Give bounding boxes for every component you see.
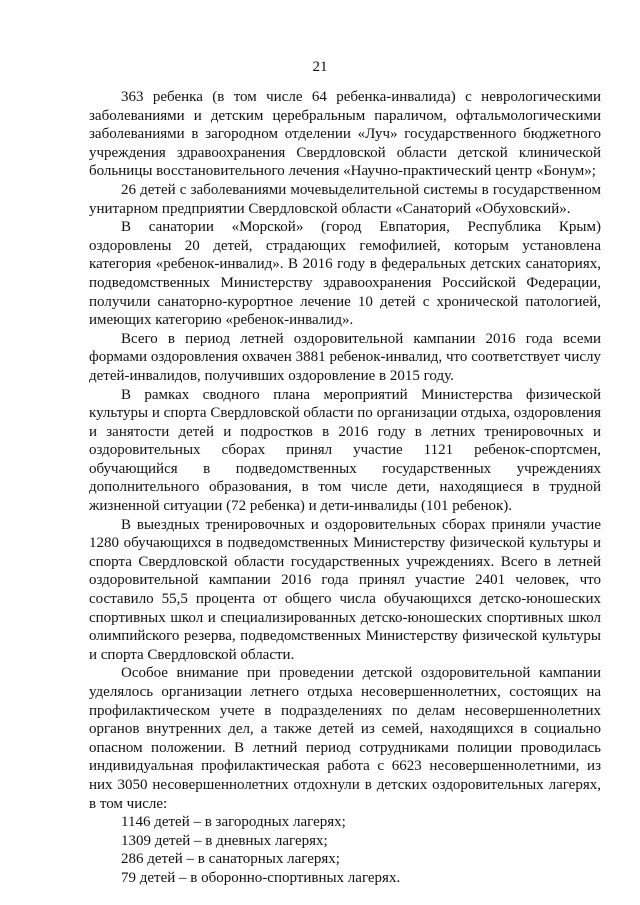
document-body xyxy=(89,88,601,888)
paragraph: 26 детей с заболеваниями мочевыделительной системы в государственном унитарном предприятии Свердловской области «Санаторий «Обуховский». xyxy=(89,181,601,217)
list-item: 79 детей – в оборонно-спортивных лагерях. xyxy=(121,869,401,886)
list-item: 1309 детей – в дневных лагерях; xyxy=(121,832,328,849)
paragraph: В санатории «Морской» (город Евпатория, Республика Крым) оздоровлены 20 детей, страдающих гемофилией, которым установлена категория «ребенок-инвалид». В 2016 году в федеральных детских санаториях, подведомственных Министерству здравоохранения Российской Федерации, получили санаторно-курортное лечение 10 детей с хронической патологией, имеющих категорию «ребенок-инвалид». xyxy=(89,219,601,329)
paragraph: Особое внимание при проведении детской оздоровительной кампании уделялось организации летнего отдыха несовершеннолетних, состоящих на профилактическом учете в подразделениях по делам несовершеннолетних органов внутренних дел, а также детей из семей, находящихся в социально опасном положении. В летний период сотрудниками полиции проводилась индивидуальная профилактическая работа с 6623 несовершеннолетними, из них 3050 несовершеннолетних отдохнули в детских оздоровительных лагерях, в том числе: xyxy=(89,665,601,812)
paragraph: В выездных тренировочных и оздоровительных сборах приняли участие 1280 обучающихся в подведомственных Министерству физической культуры и спорта Свердловской области государственных учреждениях. Всего в летней оздоровительной кампании 2016 года принял участие 2401 человек, что составило 55,5 процента от общего числа обучающихся детско-юношеских спортивных школ и специализированных детско-юношеских спортивных школ олимпийского резерва, подведомственных Министерству физической культуры и спорта Свердловской области. xyxy=(89,516,601,663)
paragraph: 363 ребенка (в том числе 64 ребенка-инвалида) с неврологическими заболеваниями и детским церебральным параличом, офтальмологическими заболеваниями в загородном отделении «Луч» государственного бюджетного учреждения здравоохранения Свердловской области детской клинической больницы восстановительного лечения «Научно-практический центр «Бонум»; xyxy=(89,89,601,180)
list-item: 1146 детей – в загородных лагерях; xyxy=(121,814,346,831)
paragraph: Всего в период летней оздоровительной кампании 2016 года всеми формами оздоровления охвачен 3881 ребенок-инвалид, что соответствует числу детей-инвалидов, получивших оздоровление в 2015 году. xyxy=(89,330,601,384)
list-item: 286 детей – в санаторных лагерях; xyxy=(121,851,340,868)
paragraph: В рамках сводного плана мероприятий Министерства физической культуры и спорта Свердловской области по организации отдыха, оздоровления и занятости детей и подростков в 2016 году в летних тренировочных и оздоровительных сборах принял участие 1121 ребенок-спортсмен, обучающийся в подведомственных государственных учреждениях дополнительного образования, в том числе дети, находящиеся в трудной жизненной ситуации (72 ребенка) и дети-инвалиды (101 ребенок). xyxy=(89,386,601,515)
page-number: 21 xyxy=(312,59,328,75)
